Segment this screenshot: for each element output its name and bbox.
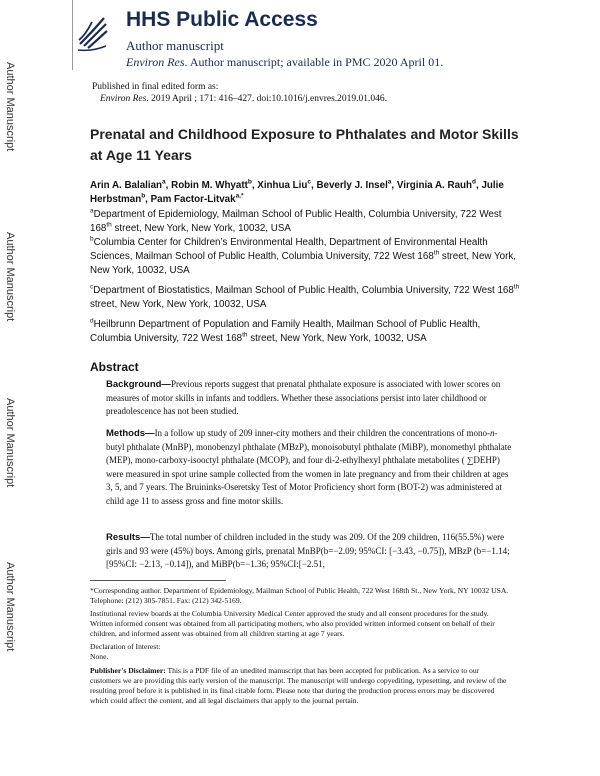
abstract-results: Results—The total number of children included in the study was 209. Of the 209 children, 116(55.5%) were girls and 93 were (45%) boys. Among girls, prenatal MnBP(b=−2.09; 95%CI: [−3.43, −0.75]), MBzP (b=−1.14; [95%CI: −2.13, −0.14]), and MiBP(b=−1.36; 95%CI:[−2.51, [106,532,510,569]
hhs-eagle-logo [76,10,110,54]
abstract-methods: Methods—In a follow up study of 209 inner-city mothers and their children the concentrations of mono-n-butyl phthalate (MnBP), monobenzyl phthalate (MBzP), monoisobutyl phthalate (MiBP), monomethyl phthalate (MEP), mono-carboxy-isooctyl phthalate (MCOP), and four di-2-ethylhexyl phthalate metabolites ( ∑DEHP) were measured in spot urine sample collected from the women in late pregnancy and from their children at ages 3, 5, and 7 years. The Bruininks-Oseretsky Test of Motor Proficiency short form (BOT-2) was administered at child age 11 to assess gross and fine motor skills. [106,428,512,506]
sidebar-label: Author Manuscript [4,398,16,488]
affiliation-b: $^b$Columbia Center for Children’s Environmental Health, Department of Environmental Health Sciences, Mailman School of Public Health, Columbia University, 722 West 168th street, New York, New York, 10032, USA [90,235,516,276]
header-divider [72,0,73,70]
sidebar-label: Author Manuscript [4,562,16,652]
abstract-background: Background—Previous reports suggest that prenatal phthalate exposure is associated with lower scores on measures of motor skills in infants and toddlers. Whether these associations persist into later childhood or preadolescence has not been studied. [106,379,501,416]
author-list: Arin A. Balalian$^a$, Robin M. Whyatt$^b$, Xinhua Liu$^c$, Beverly J. Insel$^a$, Virginia A. Rauh$^d$, Julie Herbstman$^b$, Pam Factor-Litvak$^{a,*}$ [90,178,504,205]
footnote-declaration: Declaration of Interest: [90,642,161,651]
header-title: HHS Public Access [126,8,318,31]
sidebar-label: Author Manuscript [4,232,16,322]
header-availability: Environ Res. Author manuscript; available in PMC 2020 April 01. [126,55,444,69]
sidebar [0,0,36,776]
footnote-corresponding: *Corresponding author. Department of Epidemiology, Mailman School of Public Health, 722 West 168th St., New York, NY 10032 USA. Telephone: (212) 305-7851. Fax: (212) 342-5169. [90,586,509,605]
sidebar-label: Author Manuscript [4,62,16,152]
footnote-none: None. [90,652,109,661]
header-subtitle: Author manuscript [126,38,224,53]
footnote-divider [90,580,226,581]
affiliation-c: $^c$Department of Biostatistics, Mailman School of Public Health, Columbia University, 722 West 168th street, New York, New York, 10032, USA [90,283,520,310]
footnote-disclaimer: Publisher's Disclaimer: This is a PDF file of an unedited manuscript that has been accepted for publication. As a service to our customers we are providing this early version of the manuscript. The manuscript will undergo copyediting, typesetting, and review of the resulting proof before it is published in its final citable form. Please note that during the production process errors may be discovered which could affect the content, and all legal disclaimers that apply to the journal pertain. [90,666,507,705]
affiliation-d: $^d$Heilbrunn Department of Population and Family Health, Mailman School of Public Health, Columbia University, 722 West 168th street, New York, New York, 10032, USA [90,317,481,344]
abstract-heading: Abstract [90,360,139,374]
footnote-irb: Institutional review boards at the Columbia University Medical Center approved the study and all consent procedures for the study. Written informed consent was obtained from all participating mothers, who also provided written informed consent on behalf of their children, and informed assent was obtained from all children starting at age 7 years. [90,609,495,638]
affiliation-a: $^a$Department of Epidemiology, Mailman School of Public Health, Columbia University, 722 West 168th street, New York, New York, 10032, USA [90,207,502,234]
paper-title: Prenatal and Childhood Exposure to Phthalates and Motor Skills at Age 11 Years [90,126,519,163]
publication-info: Published in final edited form as: Environ Res. 2019 April ; 171: 416–427. doi:10.1016/j.envres.2019.01.046. [92,82,388,104]
